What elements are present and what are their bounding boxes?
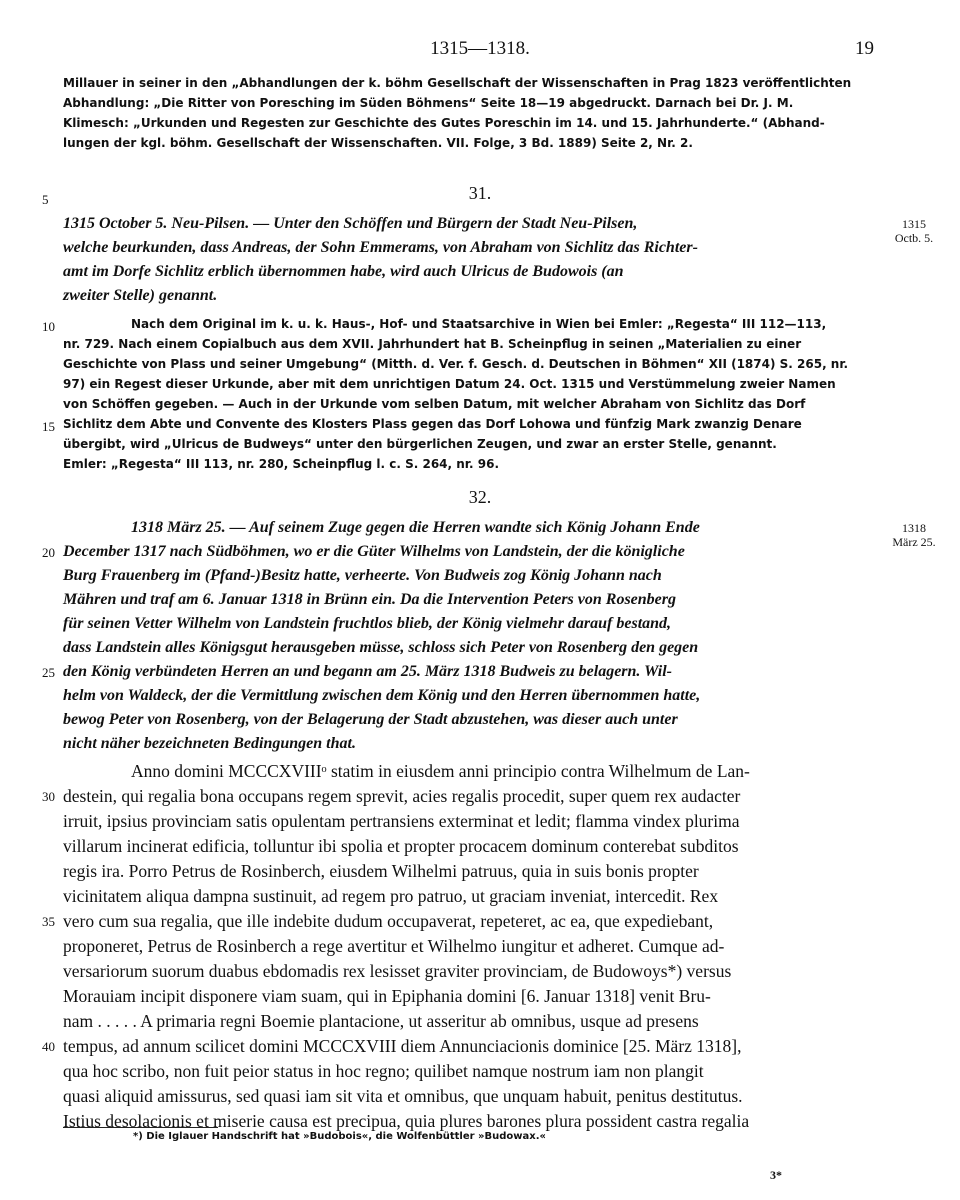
document-number-31: 31.	[468, 183, 492, 203]
footnote: *) Die Iglauer Handschrift hat »Budobois«, die Wolfenbüttler »Budowax.«	[133, 1131, 546, 1142]
line-number: 10	[42, 319, 55, 334]
text-line: irruit, ipsius provinciam satis opulentam pertransiens exterminat et ledit; flamma vindex plurima	[63, 811, 740, 831]
text-line: proponeret, Petrus de Rosinberch a rege avertitur et Wilhelmo iungitur et adheret. Cumque ad-	[63, 936, 725, 956]
regest-line: für seinen Vetter Wilhelm von Landstein fruchtlos blieb, der König vielmehr darauf bestand,	[63, 615, 672, 632]
footnote-divider	[63, 1127, 218, 1128]
regest-line: welche beurkunden, dass Andreas, der Sohn Emmerams, von Abraham von Sichlitz das Richter-	[63, 239, 698, 256]
margin-day: März 25.	[892, 535, 936, 549]
regest-line: Burg Frauenberg im (Pfand-)Besitz hatte, verheerte. Von Budweis zog König Johann nach	[63, 567, 662, 584]
text-line: versariorum suorum duabus ebdomadis rex lesisset graviter provinciam, de Budowoys*) versus	[63, 961, 732, 981]
line-number: 40	[42, 1039, 55, 1054]
line-number: 5	[42, 192, 49, 207]
running-head-title: 1315—1318.	[430, 38, 530, 59]
regest-line: 1318 März 25. — Auf seinem Zuge gegen die Herren wandte sich König Johann Ende	[131, 519, 700, 536]
regest-line: den König verbündeten Herren an und begann am 25. März 1318 Budweis zu belagern. Wil-	[63, 663, 672, 680]
signature-mark: 3*	[770, 1168, 782, 1182]
regest-line: nicht näher bezeichneten Bedingungen that.	[63, 735, 356, 752]
regest-line: dass Landstein alles Königsgut herausgeben müsse, schloss sich Peter von Rosenberg den gegen	[63, 639, 699, 656]
intro-line: Millauer in seiner in den „Abhandlungen der k. böhm Gesellschaft der Wissenschaften in Prag 1823 veröffentlichten	[63, 76, 852, 90]
margin-year: 1315	[902, 217, 926, 231]
line-number: 25	[42, 665, 55, 680]
note-line: von Schöffen gegeben. — Auch in der Urkunde vom selben Datum, mit welcher Abraham von Sichlitz das Dorf	[63, 397, 806, 411]
text-line: Morauiam incipit disponere viam suam, qui in Epiphania domini [6. Januar 1318] venit Bru-	[63, 986, 711, 1006]
intro-note	[63, 73, 865, 153]
note-line: nr. 729. Nach einem Copialbuch aus dem XVII. Jahrhundert hat B. Scheinpflug in seinen „Materialien zu einer	[63, 337, 802, 351]
document-number-32: 32.	[468, 487, 492, 507]
intro-line: Abhandlung: „Die Ritter von Poresching im Süden Böhmens“ Seite 18—19 abgedruckt. Darnach bei Dr. J. M.	[63, 96, 794, 110]
intro-line: lungen der kgl. böhm. Gesellschaft der Wissenschaften. VII. Folge, 3 Bd. 1889) Seite 2, Nr. 2.	[63, 136, 693, 150]
note-line: übergibt, wird „Ulricus de Budweys“ unter den bürgerlichen Zeugen, und zwar an erster Stelle, genannt.	[63, 437, 777, 451]
text-line: destein, qui regalia bona occupans regem sprevit, acies regalis procedit, super quem rex audacter	[63, 786, 741, 806]
regest-32	[63, 516, 868, 756]
regest-line: bewog Peter von Rosenberg, von der Belagerung der Stadt abzustehen, was dieser auch unter	[63, 711, 678, 728]
note-line: 97) ein Regest dieser Urkunde, aber mit dem unrichtigen Datum 24. Oct. 1315 und Verstümmelung zweier Namen	[63, 377, 836, 391]
text-line: Istius desolacionis et miserie causa est precipua, quia plures barones plura possident castra regalia	[63, 1111, 750, 1131]
text-line: vero cum sua regalia, que ille indebite dudum occupaverat, repeteret, ac ea, que expediebant,	[63, 911, 714, 931]
latin-text-32	[63, 759, 868, 1134]
note-line: Geschichte von Plass und seiner Umgebung“ (Mitth. d. Ver. f. Gesch. d. Deutschen in Böhmen“ XII (1874) S. 265, nr.	[63, 357, 849, 371]
regest-line: helm von Waldeck, der die Vermittlung zwischen dem König und den Herren übernommen hatte,	[63, 687, 701, 704]
regest-line: zweiter Stelle) genannt.	[63, 287, 218, 304]
regest-line: December 1317 nach Südböhmen, wo er die Güter Wilhelms von Landstein, der die königliche	[63, 543, 685, 560]
text-line: regis ira. Porro Petrus de Rosinberch, eiusdem Wilhelmi patruus, quia in suis bonis propter	[63, 861, 699, 881]
margin-year: 1318	[902, 521, 926, 535]
regest-line: Mähren und traf am 6. Januar 1318 in Brünn ein. Da die Intervention Peters von Rosenberg	[63, 591, 676, 608]
text-line: villarum incinerat edificia, tolluntur ibi spolia et propter procacem dominum conterebat subditos	[63, 836, 739, 856]
notes-31	[63, 314, 865, 474]
intro-line: Klimesch: „Urkunden und Regesten zur Geschichte des Gutes Poreschin im 14. und 15. Jahrhunderte.“ (Abhand-	[63, 116, 825, 130]
regest-31	[63, 212, 868, 308]
text-line: vicinitatem aliqua dampna sustinuit, ad regem pro patruo, ut graciam inveniat, intercedit. Rex	[63, 886, 719, 906]
line-number: 35	[42, 914, 55, 929]
margin-date-31	[884, 217, 944, 245]
text-line: tempus, ad annum scilicet domini MCCCXVIII diem Annunciacionis dominice [25. März 1318],	[63, 1036, 742, 1056]
line-number: 20	[42, 545, 55, 560]
text-line: Anno domini MCCCXVIIIᵒ statim in eiusdem anni principio contra Wilhelmum de Lan-	[131, 761, 750, 781]
note-line: Nach dem Original im k. u. k. Haus-, Hof- und Staatsarchive in Wien bei Emler: „Regesta“ III 112—113,	[131, 317, 827, 331]
margin-date-32	[884, 521, 944, 549]
page-number: 19	[855, 38, 874, 59]
note-line: Sichlitz dem Abte und Convente des Klosters Plass gegen das Dorf Lohowa und fünfzig Mark zwanzig Denare	[63, 417, 802, 431]
note-line: Emler: „Regesta“ III 113, nr. 280, Scheinpflug l. c. S. 264, nr. 96.	[63, 457, 500, 471]
line-number: 30	[42, 789, 55, 804]
text-line: quasi aliquid amissurus, sed quasi iam sit vita et omnibus, que unquam habuit, penitus destitutus.	[63, 1086, 743, 1106]
margin-day: Octb. 5.	[894, 231, 934, 245]
text-line: qua hoc scribo, non fuit peior status in hoc regno; quilibet namque nostrum iam non plangit	[63, 1061, 704, 1081]
line-number: 15	[42, 419, 55, 434]
regest-line: 1315 October 5. Neu-Pilsen. — Unter den Schöffen und Bürgern der Stadt Neu-Pilsen,	[63, 215, 638, 232]
regest-line: amt im Dorfe Sichlitz erblich übernommen habe, wird auch Ulricus de Budowois (an	[63, 263, 624, 280]
text-line: nam . . . . . A primaria regni Boemie plantacione, ut asseritur ab omnibus, usque ad presens	[63, 1011, 699, 1031]
